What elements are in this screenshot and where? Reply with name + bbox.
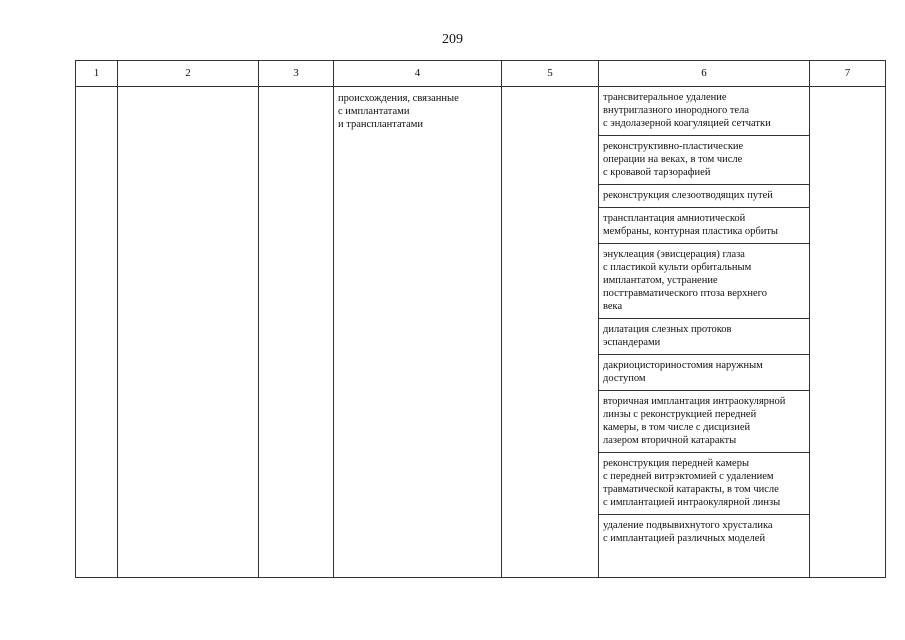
procedure-item (599, 208, 809, 244)
page-number: 209 (442, 32, 463, 47)
procedure-text: дакриоцисториностомия наружным доступом (603, 360, 763, 384)
cell-col-6 (599, 87, 810, 578)
procedure-text: трансплантация амниотической мембраны, контурная пластика орбиты (603, 213, 778, 237)
table-row (76, 87, 886, 578)
cell-col-5 (502, 87, 599, 578)
procedure-text: удаление подвывихнутого хрусталика с имплантацией различных моделей (603, 520, 773, 544)
disease-description: происхождения, связанные с имплантатами и трансплантатами (338, 93, 459, 130)
cell-col-2 (118, 87, 259, 578)
procedure-list (599, 87, 809, 550)
column-header-1: 1 (76, 61, 118, 87)
procedure-item (599, 244, 809, 319)
procedure-item (599, 319, 809, 355)
cell-col-4 (334, 87, 502, 578)
cell-col-1 (76, 87, 118, 578)
column-header-4: 4 (334, 61, 502, 87)
procedure-item (599, 185, 809, 208)
column-header-6: 6 (599, 61, 810, 87)
cell-col-3 (259, 87, 334, 578)
procedure-item (599, 515, 809, 550)
procedure-text: дилатация слезных протоков эспандерами (603, 324, 732, 348)
procedure-text: реконструкция передней камеры с передней витрэктомией с удалением травматической катаракты, в том числе с имплантацией интраокулярной линзы (603, 458, 781, 508)
cell-col-7 (810, 87, 886, 578)
procedure-text: реконструктивно-пластические операции на веках, в том числе с кровавой тарзорафией (603, 141, 744, 178)
procedure-item (599, 87, 809, 136)
procedure-item (599, 391, 809, 453)
column-header-2: 2 (118, 61, 259, 87)
header-row (76, 61, 886, 87)
column-header-7: 7 (810, 61, 886, 87)
procedure-text: энуклеация (эвисцерация) глаза с пластикой культи орбитальным имплантатом, устранение посттравматического птоза верхнего века (603, 249, 767, 312)
procedure-text: вторичная имплантация интраокулярной линзы с реконструкцией передней камеры, в том числе с дисцизией лазером вторичной катаракты (603, 396, 786, 446)
column-header-3: 3 (259, 61, 334, 87)
procedure-item (599, 453, 809, 515)
column-header-5: 5 (502, 61, 599, 87)
procedure-text: трансвитеральное удаление внутриглазного инородного тела с эндолазерной коагуляцией сетчатки (603, 92, 771, 129)
procedure-item (599, 355, 809, 391)
procedures-table (75, 60, 886, 578)
procedure-text: реконструкция слезоотводящих путей (603, 190, 773, 201)
procedure-item (599, 136, 809, 185)
